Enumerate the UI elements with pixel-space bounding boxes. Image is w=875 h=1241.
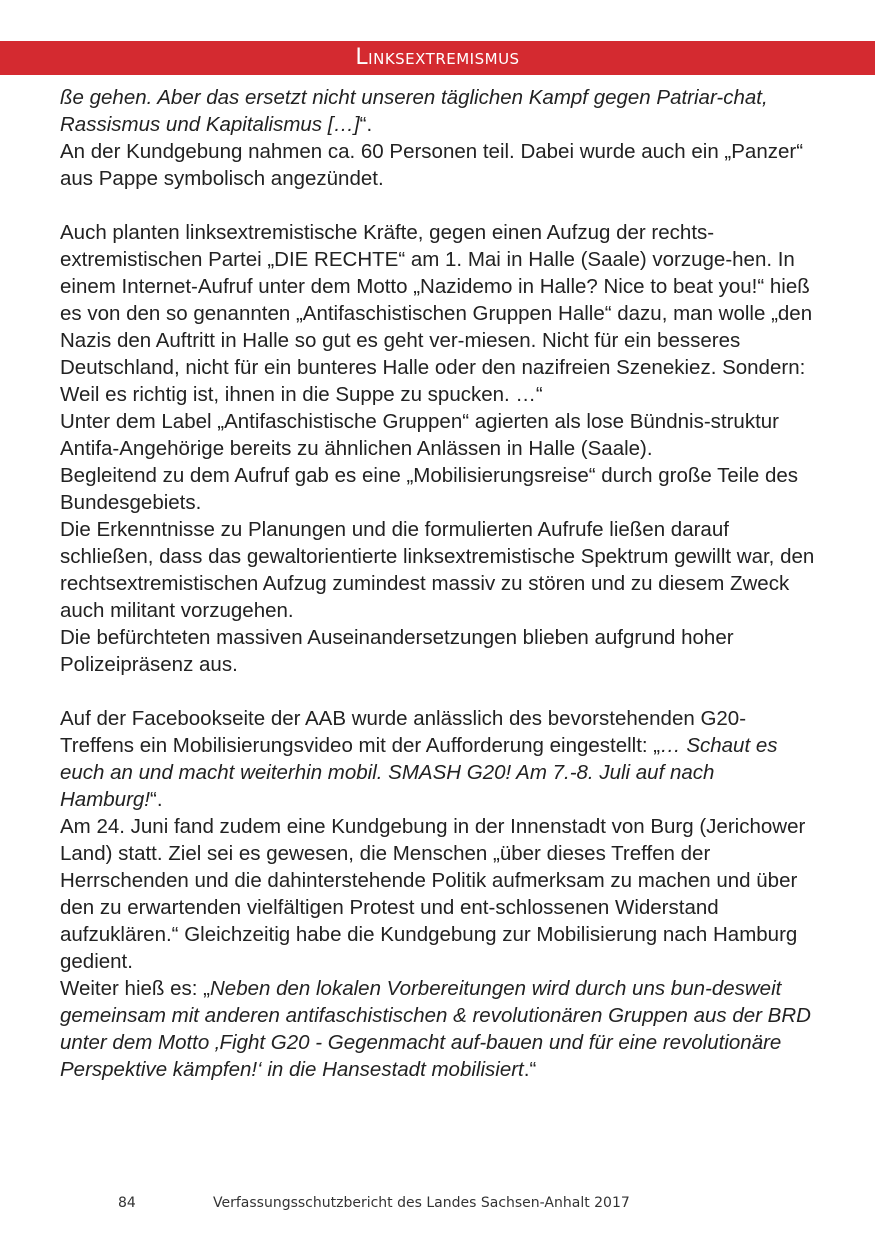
paragraph-gap (60, 192, 820, 219)
text-span: “. (359, 113, 373, 136)
paragraph-gap (60, 678, 820, 705)
page-footer (0, 1195, 875, 1217)
text-span: Auf der Facebookseite der AAB wurde anlässlich des bevorstehenden G20-Treffens ein Mobilisierungsvideo mit der Aufforderung eingestellt: „ (60, 707, 747, 757)
text-span: .“ (523, 1058, 537, 1081)
paragraph-6: Die Erkenntnisse zu Planungen und die formulierten Aufrufe ließen darauf schließen, dass das gewaltorientierte linksextremistische Spektrum gewillt war, den rechtsextremistischen Aufzug zumindest massiv zu stören und zu diesem Zweck auch militant vorzugehen. (60, 518, 815, 622)
paragraph-5: Begleitend zu dem Aufruf gab es eine „Mobilisierungsreise“ durch große Teile des Bundesgebiets. (60, 464, 799, 514)
paragraph-7: Die befürchteten massiven Auseinandersetzungen blieben aufgrund hoher Polizeipräsenz aus. (60, 626, 734, 676)
text-span: “. (150, 788, 163, 811)
text-span: Weiter hieß es: „ (60, 977, 210, 1000)
page-number: 84 (118, 1195, 136, 1211)
paragraph-9: Am 24. Juni fand zudem eine Kundgebung in der Innenstadt von Burg (Jerichower Land) statt. Ziel sei es gewesen, die Menschen „über dieses Treffen der Herrschenden und die dahinterstehende Politik aufmerksam zu machen und über den zu erwartenden vielfältigen Protest und ent-schlossenen Widerstand aufzuklären.“ Gleichzeitig habe die Kundgebung zur Mobilisierung nach Hamburg gedient. (60, 815, 806, 973)
paragraph-1 (60, 84, 820, 138)
publication-title: Verfassungsschutzbericht des Landes Sachsen-Anhalt 2017 (213, 1195, 630, 1211)
quote-text: ße gehen. Aber das ersetzt nicht unseren täglichen Kampf gegen Patriar-chat, Rassismus und Kapitalismus […] (60, 86, 768, 136)
paragraph-8 (60, 705, 820, 813)
paragraph-10 (60, 975, 820, 1083)
paragraph-2: An der Kundgebung nahmen ca. 60 Personen teil. Dabei wurde auch ein „Panzer“ aus Pappe symbolisch angezündet. (60, 140, 804, 190)
quote-text: Neben den lokalen Vorbereitungen wird durch uns bun-desweit gemeinsam mit anderen antifaschistischen & revolutionären Gruppen aus der BRD unter dem Motto ‚Fight G20 - Gegenmacht auf-bauen und für eine revolutionäre Perspektive kämpfen!‘ in die Hansestadt mobilisiert (60, 977, 811, 1081)
body-text (60, 84, 820, 1083)
section-title: Linksextremismus (355, 45, 520, 70)
section-header-bar (0, 41, 875, 75)
paragraph-3: Auch planten linksextremistische Kräfte, gegen einen Aufzug der rechts-extremistischen Partei „DIE RECHTE“ am 1. Mai in Halle (Saale) vorzuge-hen. In einem Internet-Aufruf unter dem Motto „Nazidemo in Halle? Nice to beat you!“ hieß es von den so genannten „Antifaschistischen Gruppen Halle“ dazu, man wolle „den Nazis den Auftritt in Halle so gut es geht ver-miesen. Nicht für ein besseres Deutschland, nicht für ein bunteres Halle oder den nazifreien Szenekiez. Sondern: Weil es richtig ist, ihnen in die Suppe zu spucken. …“ (60, 221, 813, 406)
paragraph-4: Unter dem Label „Antifaschistische Gruppen“ agierten als lose Bündnis-struktur Antifa-Angehörige bereits zu ähnlichen Anlässen in Halle (Saale). (60, 410, 779, 460)
quote-text: … Schaut es euch an und macht weiterhin mobil. SMASH G20! Am 7.-8. Juli auf nach Hamburg! (60, 734, 778, 811)
